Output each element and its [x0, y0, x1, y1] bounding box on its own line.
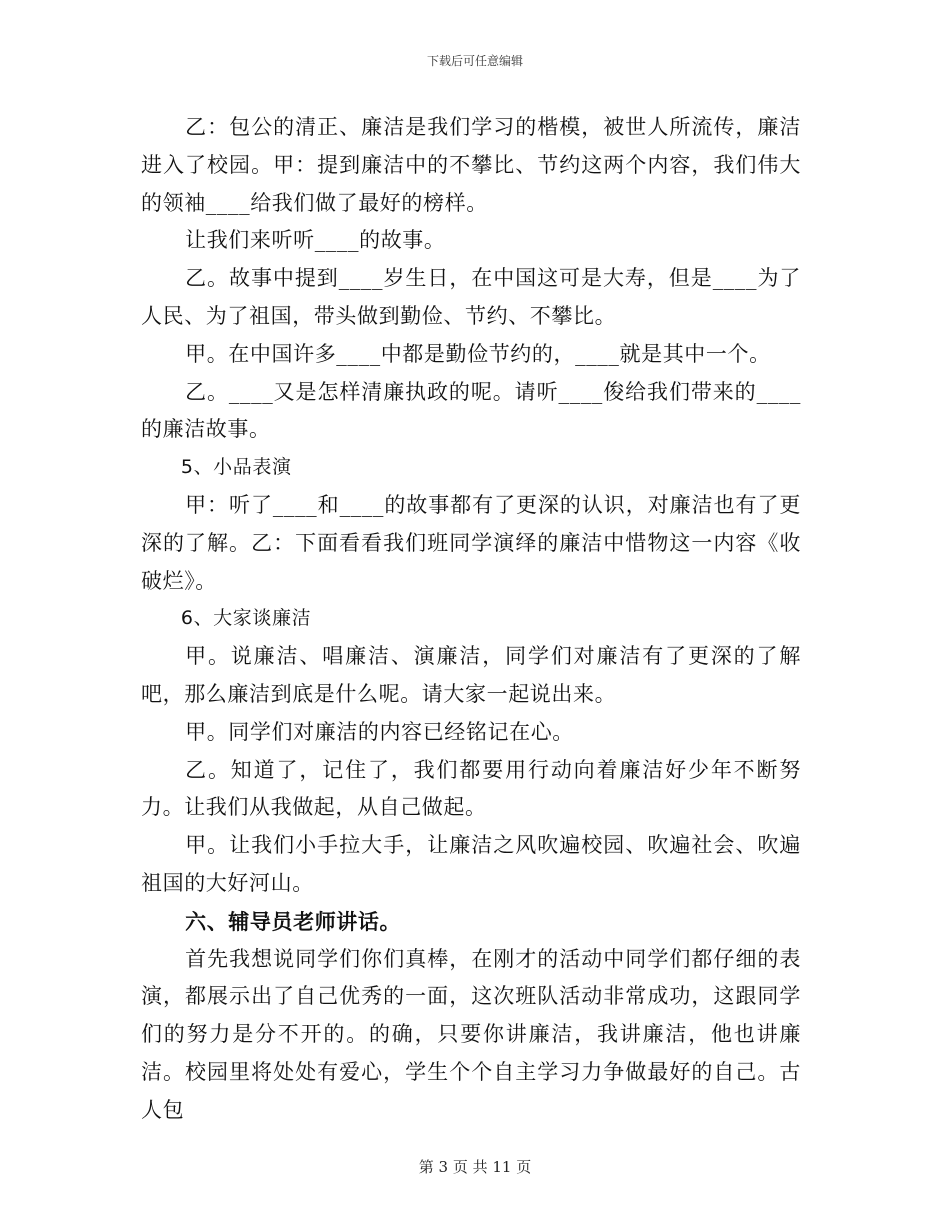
paragraph: 甲。说廉洁、唱廉洁、演廉洁，同学们对廉洁有了更深的了解吧，那么廉洁到底是什么呢。请大家一起说出来。: [141, 644, 801, 706]
paragraph: 甲。同学们对廉洁的内容已经铭记在心。: [185, 719, 574, 744]
paragraph: 乙。____又是怎样清廉执政的呢。请听____俊给我们带来的____的廉洁故事。: [141, 379, 801, 442]
document-body: [141, 109, 801, 1130]
paragraph: 乙：包公的清正、廉洁是我们学习的楷模，被世人所流传，廉洁进入了校园。甲：提到廉洁中的不攀比、节约这两个内容，我们伟大的领袖____给我们做了最好的榜样。: [141, 115, 801, 215]
paragraph: 甲。让我们小手拉大手，让廉洁之风吹遍校园、吹遍社会、吹遍祖国的大好河山。: [141, 833, 801, 895]
section-heading: 6、大家谈廉洁: [180, 607, 312, 630]
page-number: 第 3 页 共 11 页: [418, 1158, 532, 1176]
paragraph: 乙。知道了，记住了，我们都要用行动向着廉洁好少年不断努力。让我们从我做起，从自己做起。: [141, 757, 801, 820]
paragraph: 乙。故事中提到____岁生日，在中国这可是大寿，但是____为了人民、为了祖国，带头做到勤俭、节约、不攀比。: [141, 266, 801, 328]
paragraph: 首先我想说同学们你们真棒，在刚才的活动中同学们都仔细的表演，都展示出了自己优秀的一面，这次班队活动非常成功，这跟同学们的努力是分不开的。的确，只要你讲廉洁，我讲廉洁，他也讲廉洁。校园里将处处有爱心，学生个个自主学习力争做最好的自己。古人包: [141, 946, 801, 1122]
paragraph: 甲：听了____和____的故事都有了更深的认识，对廉洁也有了更深的了解。乙：下面看看我们班同学演绎的廉洁中惜物这一内容《收破烂》。: [141, 492, 801, 593]
page-header-note: 下载后可任意编辑: [426, 54, 523, 68]
paragraph: 甲。在中国许多____中都是勤俭节约的，____就是其中一个。: [185, 341, 771, 366]
section-heading: 六、辅导员老师讲话。: [185, 908, 402, 934]
section-heading: 5、小品表演: [180, 456, 292, 479]
paragraph: 让我们来听听____的故事。: [185, 228, 446, 253]
